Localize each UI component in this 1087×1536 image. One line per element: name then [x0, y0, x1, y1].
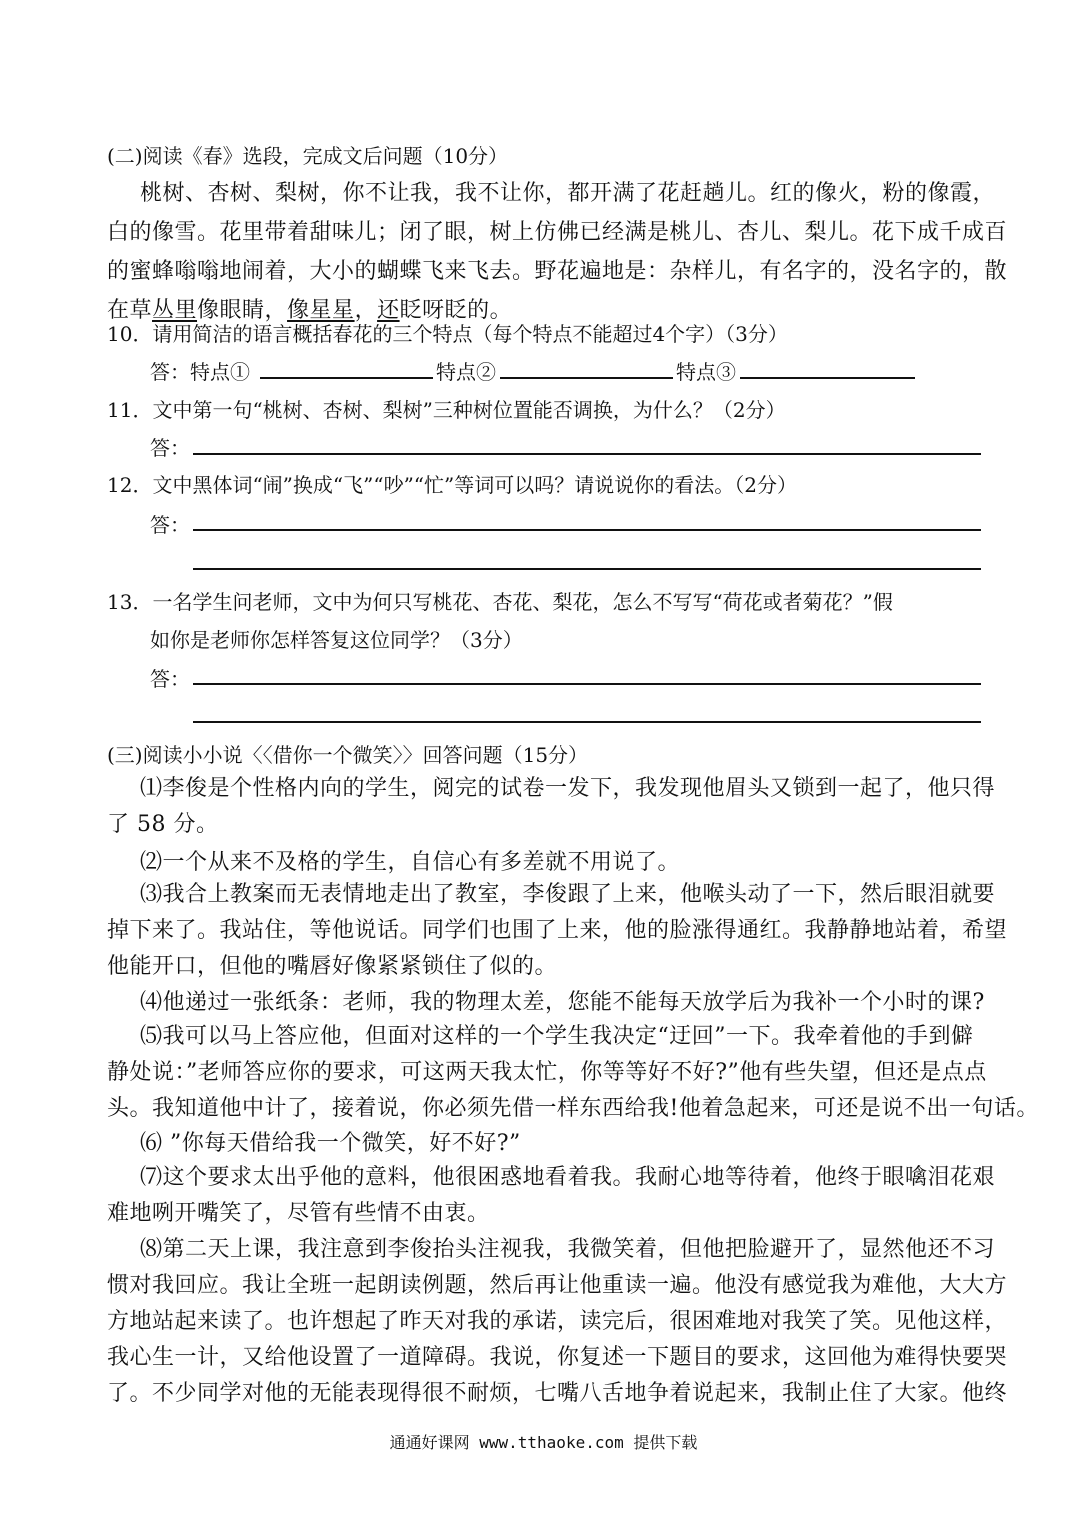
- story-line: ⑸我可以马上答应他，但面对这样的一个学生我决定“迂回”一下。我牵着他的手到僻: [140, 1024, 974, 1049]
- passage-line: 桃树、杏树、梨树，你不让我，我不让你，都开满了花赶趟儿。红的像火，粉的像霞，: [140, 181, 996, 206]
- q10-answer-p2: 特点②: [436, 360, 496, 384]
- answer-blank-1[interactable]: [260, 377, 433, 379]
- text-run: ，: [354, 298, 378, 323]
- underlined-word: 丛里: [152, 298, 198, 323]
- answer-line[interactable]: [193, 453, 981, 455]
- story-line: ⑻第二天上课，我注意到李俊抬头注视我，我微笑着，但他把脸避开了，显然他还不习: [140, 1237, 996, 1262]
- story-line: 了 58 分。: [107, 812, 219, 837]
- passage-line: 白的像雪。花里带着甜味儿；闭了眼，树上仿佛已经满是桃儿、杏儿、梨儿。花下成千成百: [107, 220, 1008, 245]
- q10-answer-p3: 特点③: [676, 360, 736, 384]
- answer-label: 答：: [150, 513, 190, 537]
- question-12: 12．文中黑体词“闹”换成“飞”“吵”“忙”等词可以吗？请说说你的看法。（2分）: [107, 473, 797, 497]
- story-line: 头。我知道他中计了，接着说，你必须先借一样东西给我!他着急起来，可还是说不出一句话。: [107, 1096, 1039, 1121]
- answer-line[interactable]: [193, 683, 981, 685]
- text-run: 眨呀眨的。: [399, 298, 513, 323]
- story-line: ⑴李俊是个性格内向的学生，阅完的试卷一发下，我发现他眉头又锁到一起了，他只得: [140, 776, 996, 801]
- question-13-cont: 如你是老师你怎样答复这位同学？（3分）: [150, 628, 523, 652]
- story-line: 静处说：”老师答应你的要求，可这两天我太忙，你等等好不好?”他有些失望，但还是点点: [107, 1060, 987, 1085]
- section2-heading: (二)阅读《春》选段，完成文后问题（10分）: [107, 144, 509, 168]
- story-line: 方地站起来读了。也许想起了昨天对我的承诺，读完后，很困难地对我笑了笑。见他这样，: [107, 1309, 1008, 1334]
- question-10: 10．请用简洁的语言概括春花的三个特点（每个特点不能超过4个字）（3分）: [107, 322, 788, 346]
- answer-line[interactable]: [193, 721, 981, 723]
- story-line: 了。不少同学对他的无能表现得很不耐烦，七嘴八舌地争着说起来，我制止住了大家。他终: [107, 1381, 1008, 1406]
- answer-line[interactable]: [193, 529, 981, 531]
- section3-heading: (三)阅读小小说〈〈借你一个微笑〉〉回答问题（15分）: [107, 743, 589, 767]
- answer-label: 答：: [150, 436, 190, 460]
- page-footer: 通通好课网 www.tthaoke.com 提供下载: [389, 1433, 698, 1452]
- story-line: ⑶我合上教案而无表情地走出了教室，李俊跟了上来，他喉头动了一下，然后眼泪就要: [140, 882, 996, 907]
- answer-blank-3[interactable]: [740, 377, 915, 379]
- question-11: 11．文中第一句“桃树、杏树、梨树”三种树位置能否调换，为什么？（2分）: [107, 398, 786, 422]
- q10-answer-lead: 答：特点①: [150, 360, 250, 384]
- passage-line: 的蜜蜂嗡嗡地闹着，大小的蝴蝶飞来飞去。野花遍地是：杂样儿，有名字的，没名字的，散: [107, 259, 1008, 284]
- underlined-word: 像星星: [287, 298, 355, 323]
- story-line: 惯对我回应。我让全班一起朗读例题，然后再让他重读一遍。他没有感觉我为难他，大大方: [107, 1273, 1008, 1298]
- story-line: ⑷他递过一张纸条：老师，我的物理太差，您能不能每天放学后为我补一个小时的课?: [140, 990, 985, 1015]
- question-13: 13．一名学生问老师，文中为何只写桃花、杏花、梨花，怎么不写写“荷花或者菊花？”假: [107, 590, 893, 614]
- story-line: 难地咧开嘴笑了，尽管有些情不由衷。: [107, 1201, 490, 1226]
- underlined-word: 还: [377, 298, 400, 323]
- text-run: 像眼睛，: [197, 298, 288, 323]
- story-line: ⑵一个从来不及格的学生，自信心有多差就不用说了。: [140, 850, 681, 875]
- story-line: ⑺这个要求太出乎他的意料，他很困惑地看着我。我耐心地等待着，他终于眼噙泪花艰: [140, 1165, 996, 1190]
- story-line: 掉下来了。我站住，等他说话。同学们也围了上来，他的脸涨得通红。我静静地站着，希望: [107, 918, 1008, 943]
- text-run: 在草: [107, 298, 153, 323]
- story-line: 我心生一计，又给他设置了一道障碍。我说，你复述一下题目的要求，这回他为难得快要哭: [107, 1345, 1008, 1370]
- story-line: ⑹ ”你每天借给我一个微笑，好不好?”: [140, 1131, 521, 1156]
- answer-blank-2[interactable]: [500, 377, 673, 379]
- story-line: 他能开口，但他的嘴唇好像紧紧锁住了似的。: [107, 954, 558, 979]
- answer-line[interactable]: [193, 568, 981, 570]
- answer-label: 答：: [150, 667, 190, 691]
